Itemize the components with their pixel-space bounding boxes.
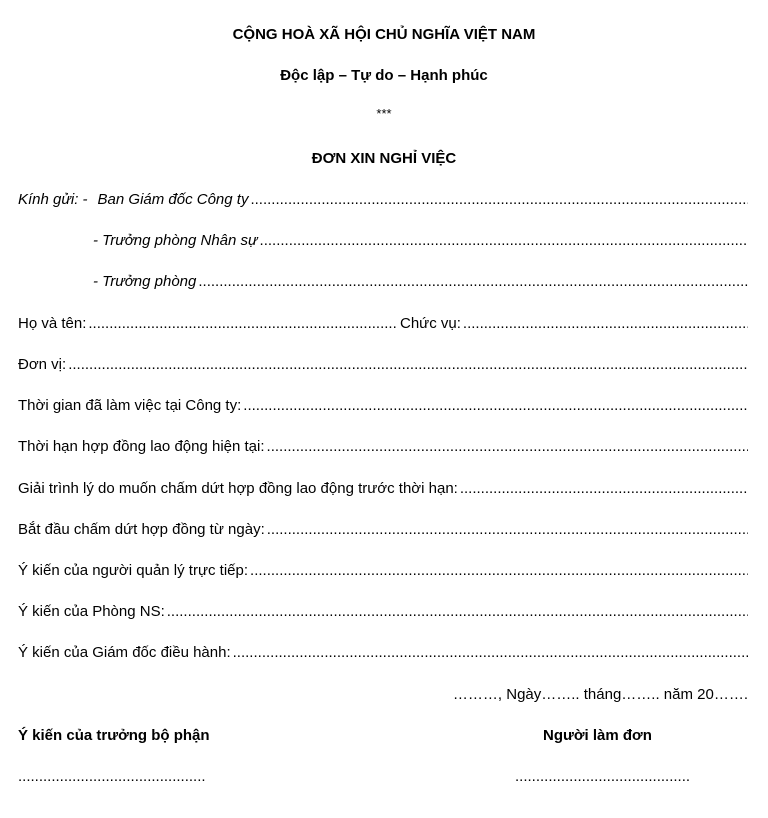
unit-label: Đơn vị: (18, 356, 67, 373)
dotted-fill (233, 644, 748, 661)
manager-opinion-label: Ý kiến của người quản lý trực tiếp: (18, 562, 249, 579)
recipient-line-3 (93, 273, 748, 290)
dotted-fill (250, 191, 748, 208)
dotted-fill (88, 315, 398, 332)
dotted-fill (167, 603, 748, 620)
recipient-prefix: Kính gửi: - (18, 191, 88, 208)
date-line: ………, Ngày…….. tháng…….. năm 20……. (452, 686, 748, 703)
dotted-fill (198, 273, 748, 290)
recipient-line-1 (18, 191, 748, 208)
director-opinion-label: Ý kiến của Giám đốc điều hành: (18, 644, 231, 661)
dotted-fill (463, 315, 748, 332)
unit-field (18, 356, 748, 373)
end-date-label: Bắt đầu chấm dứt hợp đồng từ ngày: (18, 521, 265, 538)
recipient-1: Ban Giám đốc Công ty (97, 191, 249, 208)
end-date-field (18, 521, 748, 538)
stars-divider: *** (376, 106, 392, 121)
manager-opinion-field (18, 562, 748, 579)
hr-opinion-label: Ý kiến của Phòng NS: (18, 603, 165, 620)
dotted-fill (68, 356, 748, 373)
name-label: Họ và tên: (18, 315, 87, 332)
work-time-label: Thời gian đã làm việc tại Công ty: (18, 397, 242, 414)
reason-label: Giải trình lý do muốn chấm dứt hợp đồng lao động trước thời hạn: (18, 480, 458, 497)
document-title: ĐƠN XIN NGHỈ VIỆC (311, 150, 457, 167)
applicant-title: Người làm đơn (543, 727, 652, 744)
dotted-fill (267, 438, 748, 455)
director-opinion-field (18, 644, 748, 661)
position-label: Chức vụ: (400, 315, 461, 332)
recipient-3: - Trưởng phòng (93, 273, 197, 290)
work-time-field (18, 397, 748, 414)
contract-term-field (18, 438, 748, 455)
nation-heading: CỘNG HOÀ XÃ HỘI CHỦ NGHĨA VIỆT NAM (232, 26, 536, 43)
recipient-line-2 (93, 232, 748, 249)
dotted-fill (243, 397, 748, 414)
recipient-2: - Trưởng phòng Nhân sự (93, 232, 258, 249)
applicant-signature-line: .......................................... (515, 768, 691, 785)
reason-field (18, 480, 748, 497)
contract-term-label: Thời hạn hợp đồng lao động hiện tại: (18, 438, 265, 455)
dotted-fill (260, 232, 748, 249)
dotted-fill (460, 480, 748, 497)
department-head-title: Ý kiến của trưởng bộ phận (18, 727, 210, 744)
motto: Độc lập – Tự do – Hạnh phúc (280, 67, 488, 84)
hr-opinion-field (18, 603, 748, 620)
position-field (400, 315, 748, 332)
dotted-fill (250, 562, 748, 579)
dotted-fill (267, 521, 748, 538)
name-field (18, 315, 398, 332)
department-head-signature-line: ............................................. (18, 768, 206, 785)
